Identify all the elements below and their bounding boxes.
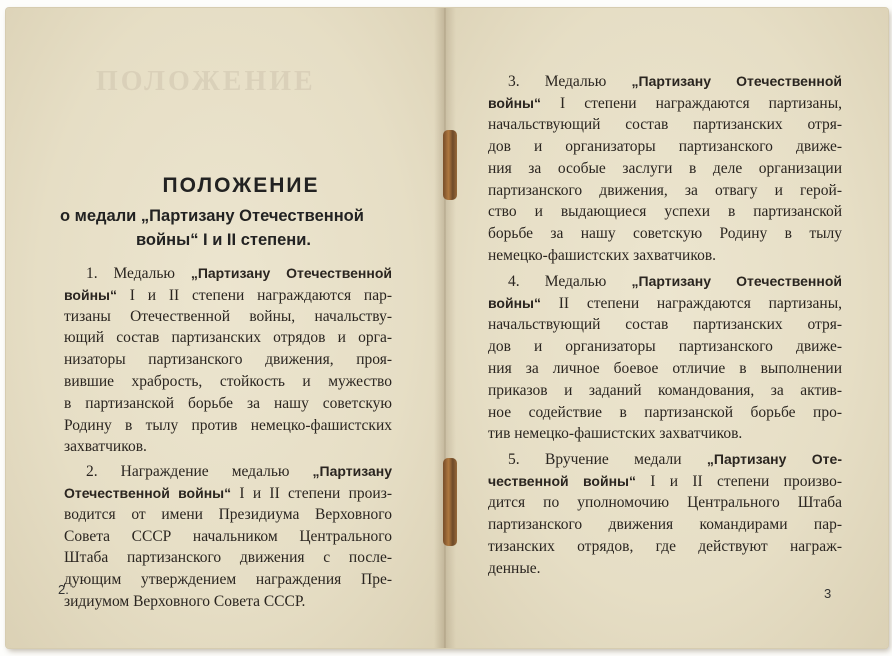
text-line xyxy=(86,460,392,483)
text-segment: ния за личное боевое отличие в выполнении xyxy=(488,359,842,377)
text-segment: Родину в тылу против немецко-фашистских xyxy=(64,416,392,434)
text-segment: партизанского движения, за отвагу и герой- xyxy=(488,181,842,199)
right-page xyxy=(444,8,888,648)
text-segment: партизанского движения командирами пар- xyxy=(488,516,842,533)
text-line xyxy=(64,327,392,349)
text-segment: ния за особые заслуги в деле организации xyxy=(488,159,842,177)
text-segment: тив немецко-фашистских захватчиков. xyxy=(488,425,743,443)
text-segment: 3. Медалью xyxy=(508,73,632,90)
document-subtitle-line-2: войны“ I и II степени. xyxy=(136,231,311,249)
text-segment: вившие храбрость, стойкость и мужество xyxy=(64,373,392,390)
text-segment: начальствующий состав партизанских отря- xyxy=(488,115,842,133)
text-line xyxy=(488,492,842,514)
text-line xyxy=(64,569,392,591)
text-segment: немецко-фашистских захватчиков. xyxy=(488,247,717,265)
rusty-staple-bottom xyxy=(443,458,457,546)
text-segment: денные. xyxy=(488,559,541,577)
text-line xyxy=(64,547,392,569)
text-line xyxy=(488,514,842,536)
text-segment: водится от имени Президиума Верховного xyxy=(64,505,392,523)
text-segment: I и II степени произво- xyxy=(635,473,842,491)
text-line xyxy=(64,436,392,458)
text-segment: 1. Медалью xyxy=(86,265,191,282)
text-line xyxy=(488,314,842,336)
bold-medal-name: войны“ xyxy=(488,295,541,311)
text-segment: приказов и заданий командования, за актив- xyxy=(488,381,842,399)
text-line xyxy=(488,470,842,493)
text-line xyxy=(64,526,392,548)
text-line xyxy=(64,349,392,371)
page-number-right: 3 xyxy=(824,586,832,601)
bold-medal-name: „Партизану xyxy=(312,463,392,480)
text-line xyxy=(508,70,842,93)
text-segment: в партизанской борьбе за нашу советскую xyxy=(64,394,392,412)
text-segment: дующим утверждением награждения Пре- xyxy=(64,571,392,589)
text-line xyxy=(64,415,392,437)
text-segment: дов и организаторы партизанского движе- xyxy=(488,137,842,155)
text-line xyxy=(488,114,842,136)
text-segment: захватчиков. xyxy=(64,438,147,456)
text-segment: 4. Медалью xyxy=(508,273,632,291)
text-line xyxy=(488,292,842,315)
text-segment: борьбе за нашу советскую Родину в тылу xyxy=(488,225,842,243)
text-segment: дится по уполномочию Центрального Штаба xyxy=(488,494,842,512)
page-number-left: 2. xyxy=(58,582,69,597)
text-segment: ство и выдающиеся успехи в партизанской xyxy=(488,203,842,221)
text-segment: низаторы партизанского движения, проя- xyxy=(64,351,392,369)
text-segment: I и II степени награждаются пар- xyxy=(117,286,392,304)
bold-medal-name: Отечественной войны“ xyxy=(64,485,232,501)
text-line xyxy=(488,336,842,358)
text-line xyxy=(488,245,842,267)
text-segment: тизаны Отечественной войны, начальству- xyxy=(64,307,392,325)
text-line xyxy=(488,201,842,223)
left-page xyxy=(6,8,444,648)
rusty-staple-top xyxy=(443,130,457,200)
text-segment: I и II степени произ- xyxy=(231,485,392,502)
text-segment: 2. Награждение медалью xyxy=(86,463,313,481)
text-segment: ющий состав партизанских отрядов и орга- xyxy=(64,329,392,347)
bold-medal-name: войны“ xyxy=(488,94,541,111)
text-segment: I степени награждаются партизаны, xyxy=(541,94,842,112)
text-segment: дов и организаторы партизанского движе- xyxy=(488,337,842,355)
text-line xyxy=(64,393,392,415)
bold-medal-name: „Партизану Отечественной xyxy=(190,265,392,281)
bold-medal-name: „Партизану Отечественной xyxy=(631,73,842,89)
bold-medal-name: „Партизану Отечественной xyxy=(631,273,842,290)
booklet-spread xyxy=(6,8,888,648)
text-segment: начальствующий состав партизанских отря- xyxy=(488,315,842,333)
text-line xyxy=(488,180,842,202)
text-line xyxy=(488,158,842,180)
text-line xyxy=(488,358,842,380)
text-segment: Совета СССР начальником Центрального xyxy=(64,527,392,545)
text-line xyxy=(488,223,842,245)
text-segment: Штаба партизанского движения с после- xyxy=(64,549,392,567)
text-line xyxy=(488,423,842,445)
text-segment: ное содействие в партизанской борьбе про- xyxy=(488,403,842,421)
text-line xyxy=(488,558,842,580)
text-line xyxy=(64,371,392,393)
text-segment: тизанских отрядов, где действуют награж- xyxy=(488,537,842,555)
text-line xyxy=(64,504,392,526)
document-subtitle-line-1: о медали „Партизану Отечественной xyxy=(60,207,364,225)
text-segment: II степени награждаются партизаны, xyxy=(541,295,842,312)
text-line xyxy=(488,402,842,424)
text-line xyxy=(488,92,842,115)
text-line xyxy=(86,262,392,285)
text-segment: зидиумом Верховного Совета СССР. xyxy=(64,593,306,610)
text-line xyxy=(488,380,842,402)
spine-fold xyxy=(434,8,456,648)
bold-medal-name: „Партизану Оте- xyxy=(706,451,842,468)
text-line xyxy=(64,591,392,613)
text-line xyxy=(64,306,392,328)
text-line xyxy=(488,536,842,558)
text-line xyxy=(488,136,842,158)
document-title: ПОЛОЖЕНИЕ xyxy=(162,174,320,197)
bold-medal-name: чественной войны“ xyxy=(488,473,636,490)
text-line xyxy=(64,482,392,505)
bold-medal-name: войны“ xyxy=(64,286,117,303)
text-segment: 5. Вручение медали xyxy=(508,451,707,469)
text-line xyxy=(508,448,842,471)
text-line xyxy=(508,270,842,293)
text-line xyxy=(64,284,392,307)
bleed-through-text: ПОЛОЖЕНИЕ xyxy=(96,66,316,97)
